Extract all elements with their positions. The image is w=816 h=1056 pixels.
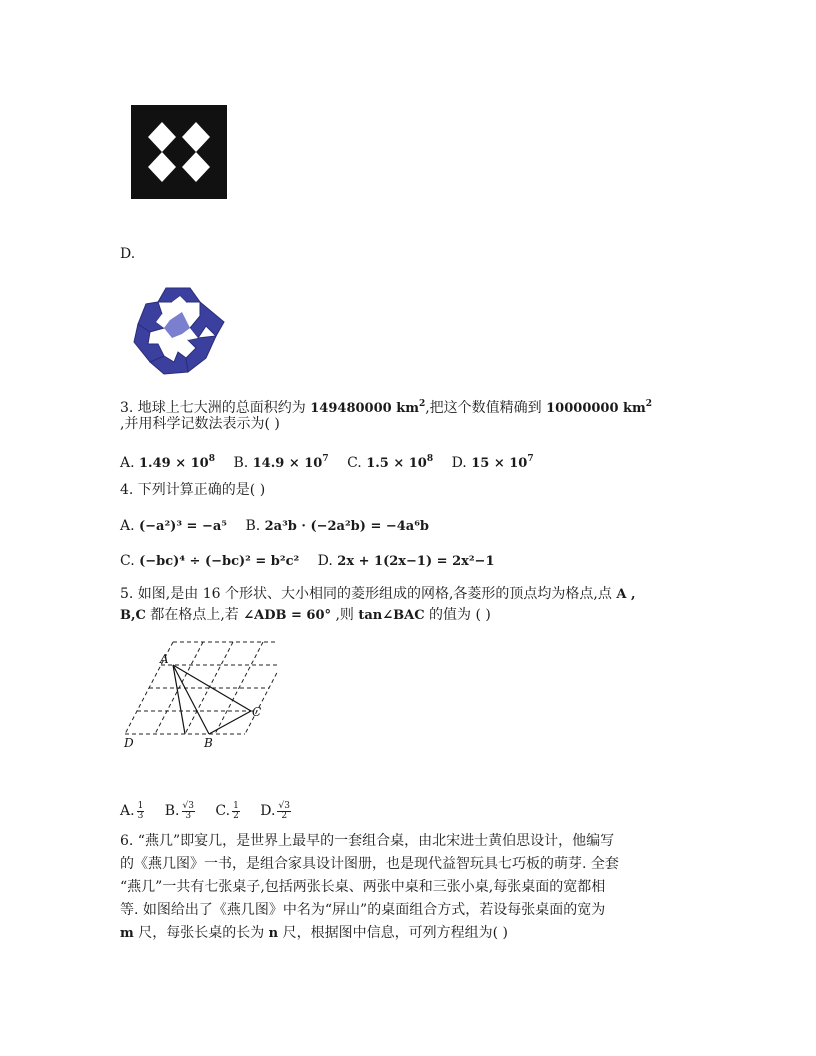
q4-option-b[interactable]: B. 2a³b · (−2a²b) = −4a⁶b (245, 518, 430, 534)
q4-option-c[interactable]: C. (−bc)⁴ ÷ (−bc)² = b²c² (120, 553, 300, 569)
q6-var-m: m (120, 926, 134, 941)
q4-options-row-1 (120, 517, 443, 536)
q5-tan: tan∠BAC (358, 608, 425, 623)
q5-option-c[interactable]: C. $\frac{1}{2}$ (215, 800, 239, 821)
q5-options (120, 798, 307, 824)
q5-option-a[interactable]: A. $\frac{1}{3}$ (120, 800, 144, 821)
q5-line1 (120, 585, 635, 604)
q5-text-2: ,则 (331, 607, 359, 623)
q5-stem-1: 5. 如图,是由 16 个形状、大小相同的菱形组成的网格,各菱形的顶点均为格点,点 (120, 586, 612, 602)
label-c: C (252, 705, 262, 719)
q5-option-b[interactable]: B. $\frac{√3}{3}$ (164, 800, 194, 821)
rhombus-grid-figure (118, 638, 278, 750)
q4-option-a[interactable]: A. (−a²)³ = −a⁵ (120, 518, 227, 534)
q6-var-n: n (268, 926, 279, 941)
q3-option-c[interactable]: C. $1.5 \times 10^8$ (347, 454, 434, 471)
q6-line5 (120, 924, 508, 943)
q5-points-bc: B,C (120, 608, 146, 623)
q3-value-1: 149480000 km (310, 401, 419, 416)
q6-line4: 等. 如图给出了《燕几图》中名为“屏山”的桌面组合方式，若设每张桌面的宽为 (120, 902, 606, 918)
label-a: A (160, 652, 169, 666)
q6-text-a: 尺，每张长桌的长为 (133, 925, 269, 941)
q4-stem: 4. 下列计算正确的是( ) (120, 482, 266, 498)
q5-option-d[interactable]: D. $\frac{√3}{2}$ (260, 800, 290, 821)
q3-value-2: 10000000 km (546, 401, 646, 416)
q3-mid: ,把这个数值精确到 (425, 400, 542, 416)
q3-sq-2: 2 (645, 399, 653, 409)
q4-options-row-2 (120, 552, 509, 571)
q6-text-b: 尺，根据图中信息，可列方程组为( ) (278, 925, 508, 941)
q3-option-d[interactable]: D. $15 \times 10^7$ (451, 454, 534, 471)
q3-option-b[interactable]: B. $14.9 \times 10^7$ (233, 454, 329, 471)
q3-option-a[interactable]: A. $1.49 \times 10^8$ (120, 454, 215, 471)
four-diamonds-figure (131, 105, 227, 199)
q3-sq-1: 2 (418, 399, 426, 409)
blue-star-logo-figure (128, 282, 232, 380)
q5-line2 (120, 606, 491, 625)
q3-tail: ,并用科学记数法表示为( ) (120, 416, 280, 432)
q5-text-3: 的值为 ( ) (424, 607, 491, 623)
q6-line1: 6. “燕几”即宴几，是世界上最早的一套组合桌，由北宋进士黄伯思设计，他编写 (120, 833, 615, 849)
q5-point-a: A , (616, 587, 636, 602)
q4-option-d[interactable]: D. 2x + 1(2x−1) = 2x²−1 (317, 553, 495, 569)
option-d-label: D. (120, 246, 136, 262)
label-b: B (204, 736, 213, 750)
q6-line3: “燕几”一共有七张桌子,包括两张长桌、两张中桌和三张小桌,每张桌面的宽都相 (120, 879, 606, 895)
q3-lead: 3. 地球上七大洲的总面积约为 (120, 400, 306, 416)
q5-angle: ∠ADB = 60° (243, 608, 332, 623)
q3-options (120, 450, 548, 473)
q5-text-1: 都在格点上,若 (145, 607, 244, 623)
label-d: D (124, 736, 134, 750)
q6-line2: 的《燕几图》一书，是组合家具设计图册，也是现代益智玩具七巧板的萌芽. 全套 (120, 856, 619, 872)
